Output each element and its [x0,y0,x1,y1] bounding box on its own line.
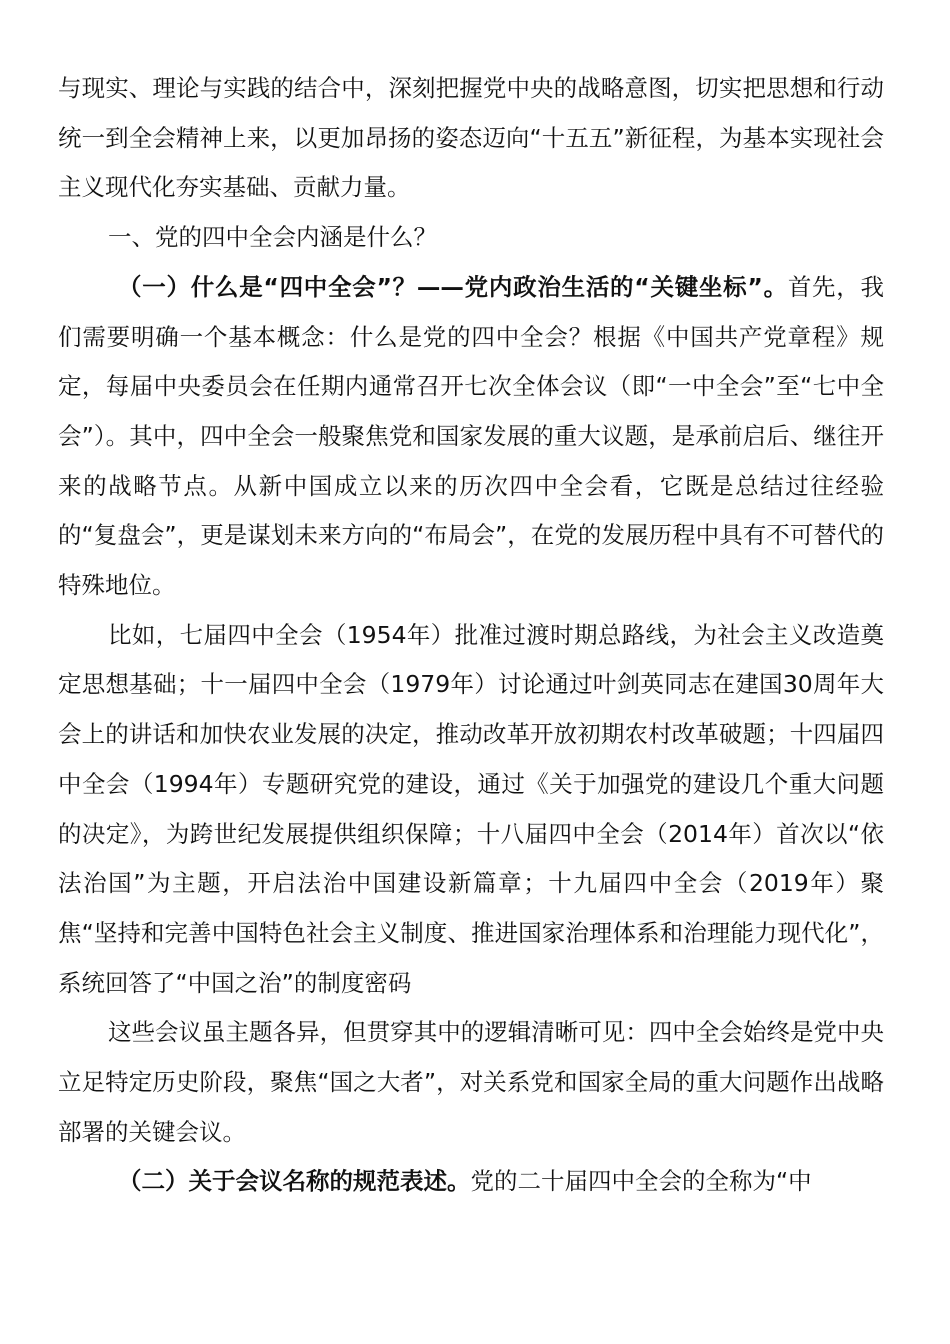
paragraph-historical-examples: 比如，七届四中全会（1954年）批准过渡时期总路线，为社会主义改造奠定思想基础；十一届四中全会（1979年）讨论通过叶剑英同志在建国30周年大会上的讲话和加快农业发展的决定，推动改革开放初期农村改革破题；十四届四中全会（1994年）专题研究党的建设，通过《关于加强党的建设几个重大问题的决定》，为跨世纪发展提供组织保障；十八届四中全会（2014年）首次以“依法治国”为主题，开启法治中国建设新篇章；十九届四中全会（2019年）聚焦“坚持和完善中国特色社会主义制度、推进国家治理体系和治理能力现代化”，系统回答了“中国之治”的制度密码 [58,620,884,997]
paragraph-summary-logic: 这些会议虽主题各异，但贯穿其中的逻辑清晰可见：四中全会始终是党中央立足特定历史阶段，聚焦“国之大者”，对关系党和国家全局的重大问题作出战略部署的关键会议。 [58,1018,884,1146]
paragraph-intro-continuation: 与现实、理论与实践的结合中，深刻把握党中央的战略意图，切实把思想和行动统一到全会精神上来，以更加昂扬的姿态迈向“十五五”新征程，为基本实现社会主义现代化夯实基础、贡献力量。 [58,74,884,202]
subheading-what-is-fourth-plenum: （一）什么是“四中全会”？——党内政治生活的“关键坐标”。 [118,272,788,301]
paragraph-what-is-fourth-plenum [58,263,884,611]
subheading-meeting-name: （二）关于会议名称的规范表述。 [118,1167,471,1196]
paragraph-meeting-name [58,1157,884,1207]
section-heading-1: 一、党的四中全会内涵是什么？ [108,223,437,252]
document-page [58,64,884,1207]
paragraph-body: 首先，我们需要明确一个基本概念：什么是党的四中全会？根据《中国共产党章程》规定，每届中央委员会在任期内通常召开七次全体会议（即“一中全会”至“七中全会”）。其中，四中全会一般聚焦党和国家发展的重大议题，是承前启后、继往开来的战略节点。从新中国成立以来的历次四中全会看，它既是总结过往经验的“复盘会”，更是谋划未来方向的“布局会”，在党的发展历程中具有不可替代的特殊地位。 [58,272,885,600]
paragraph-body: 党的二十届四中全会的全称为“中 [470,1167,812,1196]
